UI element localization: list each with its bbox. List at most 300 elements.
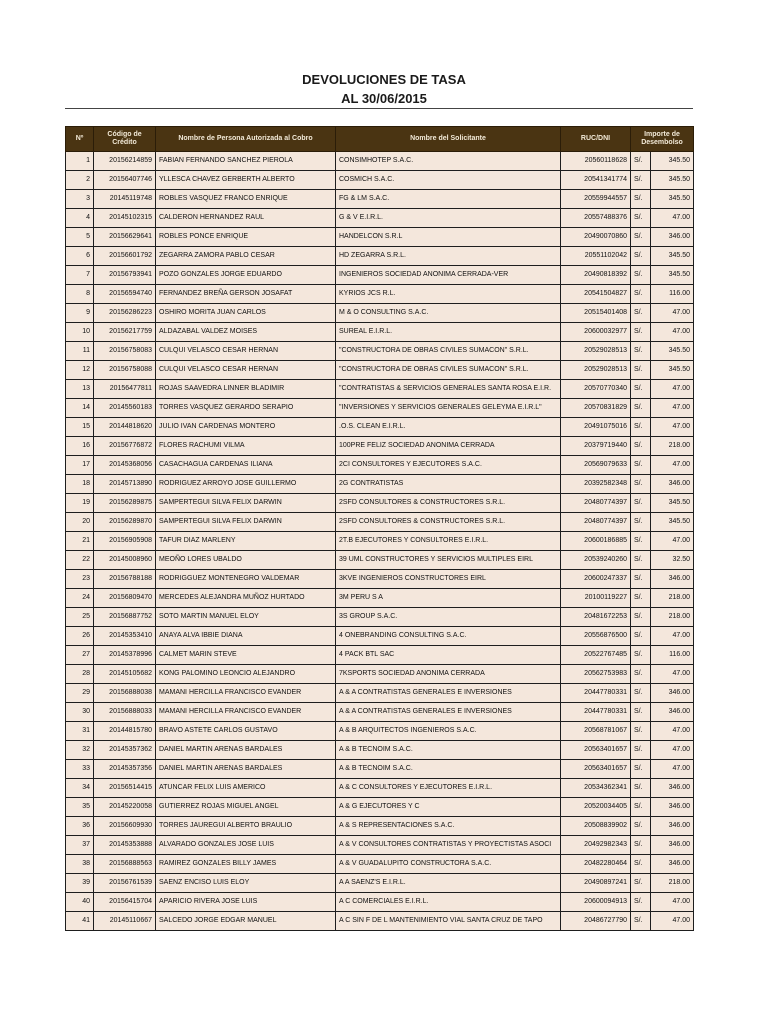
- amount: 346.00: [651, 798, 694, 817]
- credit-code: 20156214859: [94, 152, 156, 171]
- authorized-person: DANIEL MARTIN ARENAS BARDALES: [156, 760, 336, 779]
- applicant-name: A & A CONTRATISTAS GENERALES E INVERSIONES: [336, 684, 561, 703]
- applicant-name: 3KVE INGENIEROS CONSTRUCTORES EIRL: [336, 570, 561, 589]
- ruc-dni: 20539240260: [561, 551, 631, 570]
- authorized-person: ATUNCAR FELIX LUIS AMERICO: [156, 779, 336, 798]
- header-ruc: RUC/DNI: [561, 127, 631, 152]
- amount: 116.00: [651, 646, 694, 665]
- amount: 47.00: [651, 532, 694, 551]
- ruc-dni: 20560118628: [561, 152, 631, 171]
- ruc-dni: 20600032977: [561, 323, 631, 342]
- ruc-dni: 20562753983: [561, 665, 631, 684]
- currency: S/.: [631, 570, 651, 589]
- table-header-row: [66, 127, 694, 152]
- ruc-dni: 20490897241: [561, 874, 631, 893]
- ruc-dni: 20541341774: [561, 171, 631, 190]
- currency: S/.: [631, 247, 651, 266]
- authorized-person: CALDERON HERNANDEZ RAUL: [156, 209, 336, 228]
- authorized-person: DANIEL MARTIN ARENAS BARDALES: [156, 741, 336, 760]
- amount: 47.00: [651, 399, 694, 418]
- row-number: 13: [66, 380, 94, 399]
- ruc-dni: 20563401657: [561, 741, 631, 760]
- applicant-name: A & G EJECUTORES Y C: [336, 798, 561, 817]
- table-row: [66, 532, 694, 551]
- document-title: DEVOLUCIONES DE TASA: [302, 72, 466, 87]
- row-number: 33: [66, 760, 94, 779]
- applicant-name: 2T.B EJECUTORES Y CONSULTORES E.I.R.L.: [336, 532, 561, 551]
- currency: S/.: [631, 190, 651, 209]
- applicant-name: 7KSPORTS SOCIEDAD ANONIMA CERRADA: [336, 665, 561, 684]
- authorized-person: YLLESCA CHAVEZ GERBERTH ALBERTO: [156, 171, 336, 190]
- credit-code: 20156888033: [94, 703, 156, 722]
- table-row: [66, 722, 694, 741]
- row-number: 19: [66, 494, 94, 513]
- credit-code: 20156761539: [94, 874, 156, 893]
- authorized-person: CULQUI VELASCO CESAR HERNAN: [156, 342, 336, 361]
- ruc-dni: 20520034405: [561, 798, 631, 817]
- ruc-dni: 20600186885: [561, 532, 631, 551]
- row-number: 37: [66, 836, 94, 855]
- ruc-dni: 20559944557: [561, 190, 631, 209]
- credit-code: 20156793941: [94, 266, 156, 285]
- table-row: [66, 798, 694, 817]
- credit-code: 20145357356: [94, 760, 156, 779]
- row-number: 28: [66, 665, 94, 684]
- row-number: 17: [66, 456, 94, 475]
- ruc-dni: 20392582348: [561, 475, 631, 494]
- applicant-name: 3M PERU S A: [336, 589, 561, 608]
- row-number: 29: [66, 684, 94, 703]
- applicant-name: 3S GROUP S.A.C.: [336, 608, 561, 627]
- ruc-dni: 20480774397: [561, 513, 631, 532]
- applicant-name: M & O CONSULTING S.A.C.: [336, 304, 561, 323]
- authorized-person: SOTO MARTIN MANUEL ELOY: [156, 608, 336, 627]
- table-row: [66, 456, 694, 475]
- amount: 47.00: [651, 418, 694, 437]
- authorized-person: TORRES VASQUEZ GERARDO SERAPIO: [156, 399, 336, 418]
- row-number: 10: [66, 323, 94, 342]
- applicant-name: HANDELCON S.R.L: [336, 228, 561, 247]
- row-number: 30: [66, 703, 94, 722]
- document-date: AL 30/06/2015: [341, 91, 427, 106]
- currency: S/.: [631, 361, 651, 380]
- currency: S/.: [631, 418, 651, 437]
- row-number: 16: [66, 437, 94, 456]
- amount: 345.50: [651, 152, 694, 171]
- row-number: 35: [66, 798, 94, 817]
- amount: 47.00: [651, 209, 694, 228]
- credit-code: 20156594740: [94, 285, 156, 304]
- header-applicant: Nombre del Solicitante: [336, 127, 561, 152]
- table-row: [66, 646, 694, 665]
- credit-code: 20145357362: [94, 741, 156, 760]
- currency: S/.: [631, 323, 651, 342]
- ruc-dni: 20515401408: [561, 304, 631, 323]
- credit-code: 20145008960: [94, 551, 156, 570]
- amount: 218.00: [651, 589, 694, 608]
- amount: 346.00: [651, 855, 694, 874]
- credit-code: 20145353410: [94, 627, 156, 646]
- row-number: 12: [66, 361, 94, 380]
- table-row: [66, 437, 694, 456]
- table-row: [66, 551, 694, 570]
- amount: 345.50: [651, 247, 694, 266]
- currency: S/.: [631, 912, 651, 931]
- applicant-name: 2CI CONSULTORES Y EJECUTORES S.A.C.: [336, 456, 561, 475]
- table-row: [66, 247, 694, 266]
- amount: 218.00: [651, 874, 694, 893]
- credit-code: 20156289870: [94, 513, 156, 532]
- applicant-name: A & A CONTRATISTAS GENERALES E INVERSIONES: [336, 703, 561, 722]
- applicant-name: A & V GUADALUPITO CONSTRUCTORA S.A.C.: [336, 855, 561, 874]
- ruc-dni: 20534362341: [561, 779, 631, 798]
- amount: 47.00: [651, 741, 694, 760]
- amount: 47.00: [651, 380, 694, 399]
- table-row: [66, 228, 694, 247]
- amount: 345.50: [651, 494, 694, 513]
- title-divider: [65, 108, 693, 109]
- header-code: Código de Crédito: [94, 127, 156, 152]
- table-row: [66, 836, 694, 855]
- currency: S/.: [631, 228, 651, 247]
- currency: S/.: [631, 836, 651, 855]
- applicant-name: 4 ONEBRANDING CONSULTING S.A.C.: [336, 627, 561, 646]
- header-name: Nombre de Persona Autorizada al Cobro: [156, 127, 336, 152]
- table-row: [66, 399, 694, 418]
- table-row: [66, 513, 694, 532]
- authorized-person: GUTIERREZ ROJAS MIGUEL ANGEL: [156, 798, 336, 817]
- row-number: 9: [66, 304, 94, 323]
- table-row: [66, 874, 694, 893]
- amount: 346.00: [651, 817, 694, 836]
- amount: 47.00: [651, 893, 694, 912]
- currency: S/.: [631, 209, 651, 228]
- credit-code: 20156888038: [94, 684, 156, 703]
- authorized-person: RAMIREZ GONZALES BILLY JAMES: [156, 855, 336, 874]
- amount: 345.50: [651, 361, 694, 380]
- currency: S/.: [631, 152, 651, 171]
- currency: S/.: [631, 703, 651, 722]
- row-number: 11: [66, 342, 94, 361]
- row-number: 4: [66, 209, 94, 228]
- table-row: [66, 608, 694, 627]
- credit-code: 20156888563: [94, 855, 156, 874]
- currency: S/.: [631, 684, 651, 703]
- credit-code: 20145105682: [94, 665, 156, 684]
- amount: 32.50: [651, 551, 694, 570]
- ruc-dni: 20447780331: [561, 684, 631, 703]
- authorized-person: POZO GONZALES JORGE EDUARDO: [156, 266, 336, 285]
- amount: 345.50: [651, 342, 694, 361]
- applicant-name: A A SAENZ'S E.I.R.L.: [336, 874, 561, 893]
- currency: S/.: [631, 532, 651, 551]
- currency: S/.: [631, 817, 651, 836]
- ruc-dni: 20490818392: [561, 266, 631, 285]
- currency: S/.: [631, 779, 651, 798]
- row-number: 1: [66, 152, 94, 171]
- table-row: [66, 665, 694, 684]
- row-number: 36: [66, 817, 94, 836]
- applicant-name: COSMICH S.A.C.: [336, 171, 561, 190]
- credit-code: 20156514415: [94, 779, 156, 798]
- table-row: [66, 190, 694, 209]
- currency: S/.: [631, 874, 651, 893]
- authorized-person: SAMPERTEGUI SILVA FELIX DARWIN: [156, 513, 336, 532]
- credit-code: 20145378996: [94, 646, 156, 665]
- amount: 346.00: [651, 836, 694, 855]
- table-row: [66, 893, 694, 912]
- authorized-person: ALDAZABAL VALDEZ MOISES: [156, 323, 336, 342]
- currency: S/.: [631, 722, 651, 741]
- credit-code: 20156477811: [94, 380, 156, 399]
- row-number: 32: [66, 741, 94, 760]
- authorized-person: MEOÑO LORES UBALDO: [156, 551, 336, 570]
- authorized-person: ALVARADO GONZALES JOSE LUIS: [156, 836, 336, 855]
- applicant-name: FG & LM S.A.C.: [336, 190, 561, 209]
- authorized-person: MAMANI HERCILLA FRANCISCO EVANDER: [156, 684, 336, 703]
- row-number: 24: [66, 589, 94, 608]
- ruc-dni: 20600094913: [561, 893, 631, 912]
- amount: 346.00: [651, 228, 694, 247]
- currency: S/.: [631, 399, 651, 418]
- row-number: 15: [66, 418, 94, 437]
- applicant-name: A & B ARQUITECTOS INGENIEROS S.A.C.: [336, 722, 561, 741]
- row-number: 3: [66, 190, 94, 209]
- credit-code: 20156758088: [94, 361, 156, 380]
- authorized-person: TORRES JAUREGUI ALBERTO BRAULIO: [156, 817, 336, 836]
- ruc-dni: 20541504827: [561, 285, 631, 304]
- table-row: [66, 570, 694, 589]
- authorized-person: FERNANDEZ BREÑA GERSON JOSAFAT: [156, 285, 336, 304]
- applicant-name: "CONSTRUCTORA DE OBRAS CIVILES SUMACON" S.R.L.: [336, 342, 561, 361]
- authorized-person: SAENZ ENCISO LUIS ELOY: [156, 874, 336, 893]
- authorized-person: MERCEDES ALEJANDRA MUÑOZ HURTADO: [156, 589, 336, 608]
- currency: S/.: [631, 380, 651, 399]
- table-row: [66, 817, 694, 836]
- amount: 218.00: [651, 437, 694, 456]
- authorized-person: ROBLES VASQUEZ FRANCO ENRIQUE: [156, 190, 336, 209]
- credit-code: 20156286223: [94, 304, 156, 323]
- table-row: [66, 285, 694, 304]
- credit-code: 20156758083: [94, 342, 156, 361]
- table-row: [66, 361, 694, 380]
- row-number: 25: [66, 608, 94, 627]
- amount: 47.00: [651, 665, 694, 684]
- applicant-name: 4 PACK BTL SAC: [336, 646, 561, 665]
- authorized-person: FLORES RACHUMI VILMA: [156, 437, 336, 456]
- currency: S/.: [631, 475, 651, 494]
- currency: S/.: [631, 513, 651, 532]
- row-number: 31: [66, 722, 94, 741]
- row-number: 20: [66, 513, 94, 532]
- currency: S/.: [631, 760, 651, 779]
- row-number: 22: [66, 551, 94, 570]
- currency: S/.: [631, 589, 651, 608]
- table-row: [66, 475, 694, 494]
- amount: 47.00: [651, 304, 694, 323]
- amount: 218.00: [651, 608, 694, 627]
- row-number: 14: [66, 399, 94, 418]
- table-row: [66, 152, 694, 171]
- row-number: 18: [66, 475, 94, 494]
- currency: S/.: [631, 741, 651, 760]
- authorized-person: RODRIGGUEZ MONTENEGRO VALDEMAR: [156, 570, 336, 589]
- credit-code: 20156601792: [94, 247, 156, 266]
- applicant-name: A & C CONSULTORES Y EJECUTORES E.I.R.L.: [336, 779, 561, 798]
- amount: 47.00: [651, 912, 694, 931]
- amount: 47.00: [651, 627, 694, 646]
- ruc-dni: 20508839902: [561, 817, 631, 836]
- ruc-dni: 20379719440: [561, 437, 631, 456]
- currency: S/.: [631, 285, 651, 304]
- table-row: [66, 703, 694, 722]
- applicant-name: KYRIOS JCS R.L.: [336, 285, 561, 304]
- row-number: 2: [66, 171, 94, 190]
- amount: 47.00: [651, 323, 694, 342]
- table-row: [66, 380, 694, 399]
- credit-code: 20156289875: [94, 494, 156, 513]
- credit-code: 20156776872: [94, 437, 156, 456]
- authorized-person: MAMANI HERCILLA FRANCISCO EVANDER: [156, 703, 336, 722]
- table-row: [66, 323, 694, 342]
- table-row: [66, 494, 694, 513]
- credit-code: 20145560183: [94, 399, 156, 418]
- authorized-person: ZEGARRA ZAMORA PABLO CESAR: [156, 247, 336, 266]
- credit-code: 20144818620: [94, 418, 156, 437]
- currency: S/.: [631, 551, 651, 570]
- currency: S/.: [631, 665, 651, 684]
- ruc-dni: 20482280464: [561, 855, 631, 874]
- amount: 47.00: [651, 722, 694, 741]
- table-row: [66, 741, 694, 760]
- credit-code: 20156809470: [94, 589, 156, 608]
- ruc-dni: 20100119227: [561, 589, 631, 608]
- credit-code: 20145110667: [94, 912, 156, 931]
- row-number: 5: [66, 228, 94, 247]
- applicant-name: "INVERSIONES Y SERVICIOS GENERALES GELEYMA E.I.R.L": [336, 399, 561, 418]
- applicant-name: A & V CONSULTORES CONTRATISTAS Y PROYECTISTAS ASOCI: [336, 836, 561, 855]
- ruc-dni: 20481672253: [561, 608, 631, 627]
- currency: S/.: [631, 608, 651, 627]
- credit-code: 20156609930: [94, 817, 156, 836]
- refunds-table: [65, 126, 694, 931]
- amount: 47.00: [651, 760, 694, 779]
- applicant-name: CONSIMHOTEP S.A.C.: [336, 152, 561, 171]
- ruc-dni: 20569079633: [561, 456, 631, 475]
- table-row: [66, 912, 694, 931]
- ruc-dni: 20490070860: [561, 228, 631, 247]
- table-row: [66, 209, 694, 228]
- authorized-person: APARICIO RIVERA JOSE LUIS: [156, 893, 336, 912]
- row-number: 41: [66, 912, 94, 931]
- credit-code: 20144815780: [94, 722, 156, 741]
- applicant-name: SUREAL E.I.R.L.: [336, 323, 561, 342]
- table-row: [66, 342, 694, 361]
- amount: 346.00: [651, 570, 694, 589]
- header-num: Nº: [66, 127, 94, 152]
- header-amount: Importe de Desembolso: [631, 127, 694, 152]
- authorized-person: CASACHAGUA CARDENAS ILIANA: [156, 456, 336, 475]
- amount: 345.50: [651, 266, 694, 285]
- table-row: [66, 684, 694, 703]
- row-number: 38: [66, 855, 94, 874]
- currency: S/.: [631, 342, 651, 361]
- currency: S/.: [631, 646, 651, 665]
- applicant-name: A & B TECNOIM S.A.C.: [336, 760, 561, 779]
- amount: 346.00: [651, 684, 694, 703]
- table-row: [66, 760, 694, 779]
- row-number: 6: [66, 247, 94, 266]
- applicant-name: 2SFD CONSULTORES & CONSTRUCTORES S.R.L.: [336, 494, 561, 513]
- applicant-name: "CONSTRUCTORA DE OBRAS CIVILES SUMACON" S.R.L.: [336, 361, 561, 380]
- amount: 116.00: [651, 285, 694, 304]
- amount: 345.50: [651, 171, 694, 190]
- credit-code: 20156217759: [94, 323, 156, 342]
- credit-code: 20156887752: [94, 608, 156, 627]
- credit-code: 20156407746: [94, 171, 156, 190]
- credit-code: 20156415704: [94, 893, 156, 912]
- table-row: [66, 855, 694, 874]
- applicant-name: 39 UML CONSTRUCTORES Y SERVICIOS MULTIPLES EIRL: [336, 551, 561, 570]
- ruc-dni: 20570770340: [561, 380, 631, 399]
- applicant-name: .O.S. CLEAN E.I.R.L.: [336, 418, 561, 437]
- currency: S/.: [631, 171, 651, 190]
- table-row: [66, 171, 694, 190]
- authorized-person: OSHIRO MORITA JUAN CARLOS: [156, 304, 336, 323]
- row-number: 26: [66, 627, 94, 646]
- table-row: [66, 304, 694, 323]
- ruc-dni: 20570831829: [561, 399, 631, 418]
- row-number: 8: [66, 285, 94, 304]
- authorized-person: ANAYA ALVA IBBIE DIANA: [156, 627, 336, 646]
- currency: S/.: [631, 798, 651, 817]
- applicant-name: A C SIN F DE L MANTENIMIENTO VIAL SANTA CRUZ DE TAPO: [336, 912, 561, 931]
- credit-code: 20156788188: [94, 570, 156, 589]
- amount: 346.00: [651, 475, 694, 494]
- row-number: 34: [66, 779, 94, 798]
- authorized-person: KONG PALOMINO LEONCIO ALEJANDRO: [156, 665, 336, 684]
- credit-code: 20145102315: [94, 209, 156, 228]
- credit-code: 20145220058: [94, 798, 156, 817]
- applicant-name: G & V E.I.R.L.: [336, 209, 561, 228]
- currency: S/.: [631, 893, 651, 912]
- ruc-dni: 20447780331: [561, 703, 631, 722]
- amount: 47.00: [651, 456, 694, 475]
- credit-code: 20145353888: [94, 836, 156, 855]
- applicant-name: A C COMERCIALES E.I.R.L.: [336, 893, 561, 912]
- credit-code: 20145119748: [94, 190, 156, 209]
- credit-code: 20145713890: [94, 475, 156, 494]
- applicant-name: A & S REPRESENTACIONES S.A.C.: [336, 817, 561, 836]
- row-number: 40: [66, 893, 94, 912]
- applicant-name: INGENIEROS SOCIEDAD ANONIMA CERRADA-VER: [336, 266, 561, 285]
- table-row: [66, 779, 694, 798]
- currency: S/.: [631, 266, 651, 285]
- ruc-dni: 20556876500: [561, 627, 631, 646]
- ruc-dni: 20529028513: [561, 342, 631, 361]
- table-row: [66, 266, 694, 285]
- table-row: [66, 418, 694, 437]
- credit-code: 20145368056: [94, 456, 156, 475]
- ruc-dni: 20522767485: [561, 646, 631, 665]
- credit-code: 20156629641: [94, 228, 156, 247]
- amount: 345.50: [651, 190, 694, 209]
- table-row: [66, 627, 694, 646]
- authorized-person: FABIAN FERNANDO SANCHEZ PIEROLA: [156, 152, 336, 171]
- amount: 345.50: [651, 513, 694, 532]
- row-number: 23: [66, 570, 94, 589]
- ruc-dni: 20480774397: [561, 494, 631, 513]
